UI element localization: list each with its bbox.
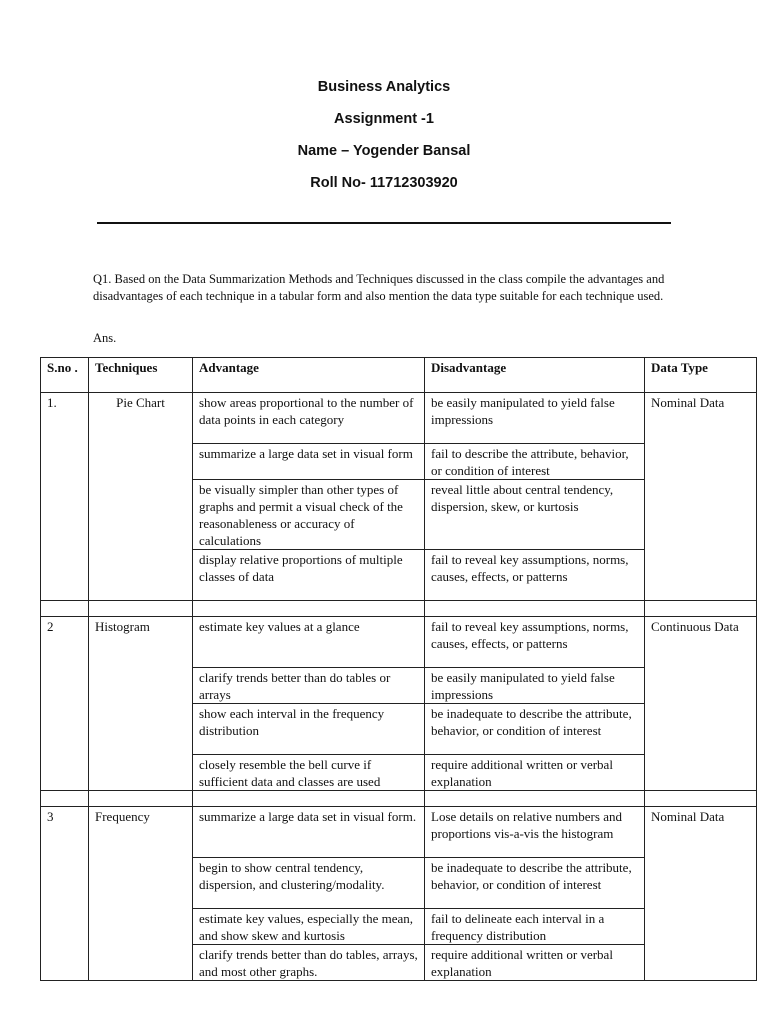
technique-cell: Histogram [89,617,193,791]
assignment-title: Assignment -1 [334,111,434,127]
advantage-cell: estimate key values at a glance [193,617,425,668]
disadvantage-cell: fail to describe the attribute, behavior, or condition of interest [425,444,645,480]
advantage-cell: closely resemble the bell curve if sufficient data and classes are used [193,755,425,791]
header-disadvantage: Disadvantage [425,358,645,393]
sno-cell: 3 [41,807,89,981]
answer-label: Ans. [93,331,117,345]
disadvantage-cell: reveal little about central tendency, dispersion, skew, or kurtosis [425,480,645,550]
student-name: Name – Yogender Bansal [297,143,471,159]
sno-cell: 1. [41,393,89,601]
header-data-type: Data Type [645,358,757,393]
header-sno: S.no . [41,358,89,393]
roll-number: Roll No- 11712303920 [310,175,458,191]
document-header [0,75,768,203]
technique-cell: Frequency [89,807,193,981]
disadvantage-cell: be easily manipulated to yield false impressions [425,668,645,704]
advantage-cell: summarize a large data set in visual form. [193,807,425,858]
advantage-cell: show areas proportional to the number of data points in each category [193,393,425,444]
table-row [41,393,757,444]
advantage-cell: estimate key values, especially the mean, and show skew and kurtosis [193,909,425,945]
sno-cell: 2 [41,617,89,791]
disadvantage-cell: fail to reveal key assumptions, norms, causes, effects, or patterns [425,617,645,668]
table-row [41,617,757,668]
table-header-row [41,358,757,393]
advantage-cell: clarify trends better than do tables, arrays, and most other graphs. [193,945,425,981]
technique-cell: Pie Chart [89,393,193,601]
data-type-cell: Continuous Data [645,617,757,791]
data-type-cell: Nominal Data [645,807,757,981]
spacer-row [41,601,757,617]
disadvantage-cell: require additional written or verbal explanation [425,945,645,981]
advantage-cell: show each interval in the frequency distribution [193,704,425,755]
advantage-cell: clarify trends better than do tables or arrays [193,668,425,704]
techniques-table [40,357,757,981]
disadvantage-cell: be easily manipulated to yield false impressions [425,393,645,444]
spacer-row [41,791,757,807]
header-divider [97,222,671,224]
advantage-cell: display relative proportions of multiple classes of data [193,550,425,601]
disadvantage-cell: be inadequate to describe the attribute, behavior, or condition of interest [425,858,645,909]
header-advantage: Advantage [193,358,425,393]
disadvantage-cell: fail to reveal key assumptions, norms, causes, effects, or patterns [425,550,645,601]
disadvantage-cell: be inadequate to describe the attribute, behavior, or condition of interest [425,704,645,755]
disadvantage-cell: require additional written or verbal explanation [425,755,645,791]
advantage-cell: begin to show central tendency, dispersion, and clustering/modality. [193,858,425,909]
advantage-cell: be visually simpler than other types of graphs and permit a visual check of the reasonableness or accuracy of calculations [193,480,425,550]
question-text: Q1. Based on the Data Summarization Methods and Techniques discussed in the class compile the advantages and disadvantages of each technique in a tabular form and also mention the data type suitable for each technique used. [93,272,665,303]
advantage-cell: summarize a large data set in visual form [193,444,425,480]
data-type-cell: Nominal Data [645,393,757,601]
disadvantage-cell: fail to delineate each interval in a frequency distribution [425,909,645,945]
disadvantage-cell: Lose details on relative numbers and proportions vis-a-vis the histogram [425,807,645,858]
course-title: Business Analytics [317,79,451,95]
table-row [41,807,757,858]
header-techniques: Techniques [89,358,193,393]
